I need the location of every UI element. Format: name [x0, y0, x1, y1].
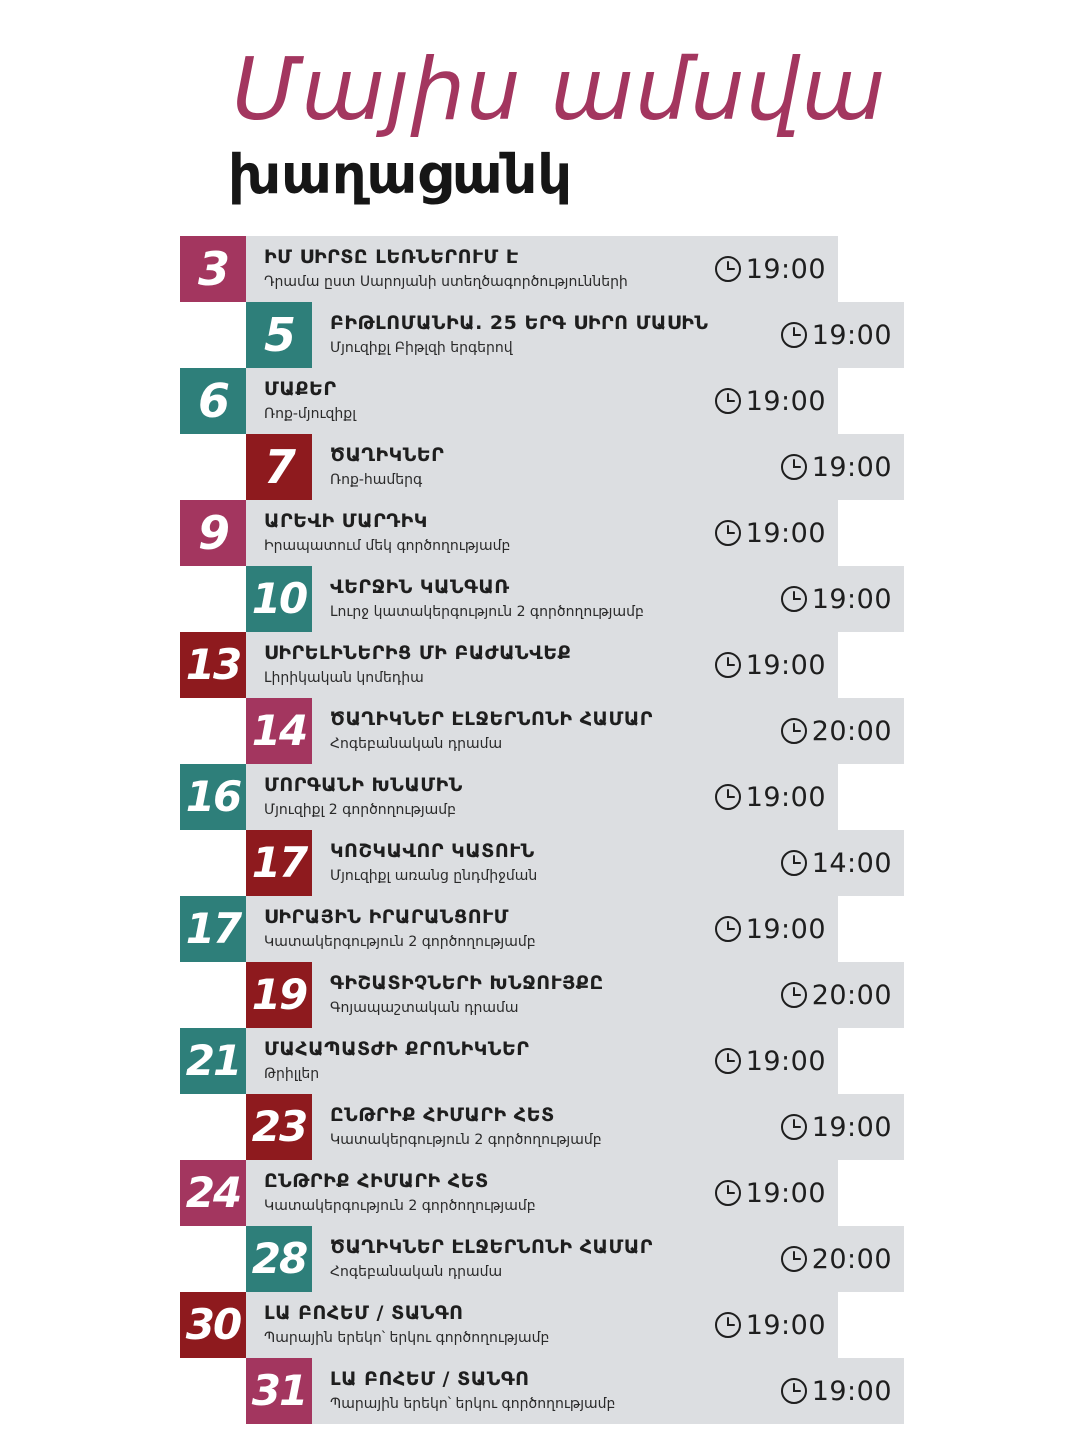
show-title: ՄԱՀԱՊԱՏԺԻ ՔՐՈՆԻԿՆԵՐ	[264, 1038, 530, 1060]
show-title: ԱՐԵՎԻ ՄԱՐԴԻԿ	[264, 510, 428, 532]
day-badge: 7	[246, 434, 312, 500]
day-badge: 3	[180, 236, 246, 302]
clock-icon	[714, 915, 742, 943]
time-text: 19:00	[745, 1309, 826, 1341]
event-panel	[246, 632, 838, 698]
event-panel	[312, 830, 904, 896]
clock-icon	[780, 849, 808, 877]
clock-icon	[780, 1113, 808, 1141]
show-genre: Մյուզիքլ Բիթլզի երգերով	[330, 340, 513, 356]
show-genre: Հոգեբանական դրամա	[330, 736, 503, 752]
show-genre: Մյուզիքլ առանց ընդմիջման	[330, 868, 538, 884]
schedule-row	[180, 236, 838, 302]
schedule-row	[180, 896, 838, 962]
event-panel	[312, 566, 904, 632]
show-time	[714, 764, 826, 830]
show-title: ԼԱ ԲՈՀԵՄ / ՏԱՆԳՈ	[264, 1302, 464, 1324]
show-title: ՍԻՐԵԼԻՆԵՐԻՑ ՄԻ ԲԱԺԱՆՎԵՔ	[264, 642, 572, 664]
event-panel	[246, 1160, 838, 1226]
schedule-row	[180, 764, 838, 830]
time-text: 19:00	[811, 319, 892, 351]
schedule-row	[180, 632, 838, 698]
show-time	[780, 1226, 892, 1292]
schedule-row	[246, 698, 904, 764]
show-time	[714, 1160, 826, 1226]
show-title: ԸՆԹՐԻՔ ՀԻՄԱՐԻ ՀԵՏ	[264, 1170, 489, 1192]
clock-icon	[780, 453, 808, 481]
schedule-row	[180, 1160, 838, 1226]
time-text: 20:00	[811, 1243, 892, 1275]
event-panel	[312, 698, 904, 764]
show-title: ԾԱՂԻԿՆԵՐ ԷԼՋԵՐՆՈՆԻ ՀԱՄԱՐ	[330, 708, 653, 730]
show-time	[714, 632, 826, 698]
show-time	[780, 1358, 892, 1424]
show-title: ՎԵՐՋԻՆ ԿԱՆԳԱՌ	[330, 576, 510, 598]
show-time	[714, 368, 826, 434]
clock-icon	[780, 981, 808, 1009]
page-title: Մայիս ամսվա	[232, 40, 887, 140]
show-genre: Կատակերգություն 2 գործողությամբ	[264, 934, 536, 950]
show-title: ԲԻԹԼՈՄԱՆԻԱ. 25 ԵՐԳ ՍԻՐՈ ՄԱՍԻՆ	[330, 312, 709, 334]
show-time	[714, 1028, 826, 1094]
show-genre: Ռոք-համերգ	[330, 472, 423, 488]
day-badge: 28	[246, 1226, 312, 1292]
show-title: ԿՈՇԿԱՎՈՐ ԿԱՏՈՒՆ	[330, 840, 535, 862]
event-panel	[246, 500, 838, 566]
time-text: 19:00	[745, 913, 826, 945]
schedule-row	[246, 302, 904, 368]
schedule-row	[246, 1358, 904, 1424]
clock-icon	[780, 585, 808, 613]
event-panel	[246, 1028, 838, 1094]
schedule-row	[180, 368, 838, 434]
schedule-row	[180, 1292, 838, 1358]
clock-icon	[780, 1377, 808, 1405]
clock-icon	[714, 783, 742, 811]
schedule-row	[180, 1028, 838, 1094]
day-badge: 13	[180, 632, 246, 698]
clock-icon	[714, 1047, 742, 1075]
show-time	[714, 236, 826, 302]
time-text: 20:00	[811, 715, 892, 747]
show-time	[714, 500, 826, 566]
time-text: 19:00	[745, 253, 826, 285]
day-badge: 30	[180, 1292, 246, 1358]
show-title: ՍԻՐԱՅԻՆ ԻՐԱՐԱՆՑՈՒՄ	[264, 906, 509, 928]
day-badge: 14	[246, 698, 312, 764]
show-genre: Ռոք-մյուզիքլ	[264, 406, 357, 422]
time-text: 19:00	[745, 781, 826, 813]
day-badge: 24	[180, 1160, 246, 1226]
time-text: 19:00	[745, 517, 826, 549]
time-text: 19:00	[745, 385, 826, 417]
show-title: ԾԱՂԻԿՆԵՐ ԷԼՋԵՐՆՈՆԻ ՀԱՄԱՐ	[330, 1236, 653, 1258]
show-title: ԳԻՇԱՏԻՉՆԵՐԻ ԽՆՋՈՒՅՔԸ	[330, 972, 604, 994]
schedule-row	[246, 830, 904, 896]
show-title: ԾԱՂԻԿՆԵՐ	[330, 444, 445, 466]
show-time	[780, 302, 892, 368]
show-title: ԻՄ ՍԻՐՏԸ ԼԵՌՆԵՐՈՒՄ Է	[264, 246, 519, 268]
show-title: ՄՈՐԳԱՆԻ ԽՆԱՄԻՆ	[264, 774, 463, 796]
time-text: 19:00	[811, 583, 892, 615]
show-title: ԸՆԹՐԻՔ ՀԻՄԱՐԻ ՀԵՏ	[330, 1104, 555, 1126]
time-text: 19:00	[745, 649, 826, 681]
show-title: ԼԱ ԲՈՀԵՄ / ՏԱՆԳՈ	[330, 1368, 530, 1390]
show-genre: Դրամա ըստ Սարոյանի ստեղծագործությունների	[264, 274, 628, 290]
show-genre: Պարային երեկո՝ երկու գործողությամբ	[330, 1396, 616, 1412]
time-text: 14:00	[811, 847, 892, 879]
show-genre: Հոգեբանական դրամա	[330, 1264, 503, 1280]
clock-icon	[714, 387, 742, 415]
event-panel	[246, 236, 838, 302]
day-badge: 21	[180, 1028, 246, 1094]
clock-icon	[780, 1245, 808, 1273]
show-genre: Պարային երեկո՝ երկու գործողությամբ	[264, 1330, 550, 1346]
show-time	[714, 896, 826, 962]
clock-icon	[780, 717, 808, 745]
time-text: 19:00	[745, 1177, 826, 1209]
day-badge: 9	[180, 500, 246, 566]
show-genre: Մյուզիքլ 2 գործողությամբ	[264, 802, 457, 818]
show-time	[780, 830, 892, 896]
time-text: 19:00	[811, 451, 892, 483]
event-panel	[246, 368, 838, 434]
day-badge: 23	[246, 1094, 312, 1160]
show-time	[780, 434, 892, 500]
schedule-row	[246, 1094, 904, 1160]
time-text: 19:00	[811, 1111, 892, 1143]
clock-icon	[714, 519, 742, 547]
show-time	[780, 566, 892, 632]
show-time	[780, 962, 892, 1028]
event-panel	[312, 1358, 904, 1424]
day-badge: 10	[246, 566, 312, 632]
day-badge: 17	[180, 896, 246, 962]
clock-icon	[780, 321, 808, 349]
page-subtitle: խաղացանկ	[228, 143, 573, 206]
show-genre: Իրապատում մեկ գործողությամբ	[264, 538, 511, 554]
show-time	[780, 698, 892, 764]
event-panel	[312, 962, 904, 1028]
show-time	[714, 1292, 826, 1358]
schedule-row	[246, 962, 904, 1028]
show-title: ՄԱՔԵՐ	[264, 378, 337, 400]
event-panel	[312, 1226, 904, 1292]
event-panel	[312, 434, 904, 500]
event-panel	[312, 1094, 904, 1160]
event-panel	[246, 764, 838, 830]
show-genre: Լիրիկական կոմեդիա	[264, 670, 424, 686]
time-text: 19:00	[745, 1045, 826, 1077]
clock-icon	[714, 1311, 742, 1339]
day-badge: 6	[180, 368, 246, 434]
event-panel	[312, 302, 904, 368]
time-text: 19:00	[811, 1375, 892, 1407]
time-text: 20:00	[811, 979, 892, 1011]
clock-icon	[714, 651, 742, 679]
schedule-row	[246, 566, 904, 632]
show-time	[780, 1094, 892, 1160]
day-badge: 31	[246, 1358, 312, 1424]
day-badge: 19	[246, 962, 312, 1028]
day-badge: 5	[246, 302, 312, 368]
schedule-row	[246, 434, 904, 500]
event-panel	[246, 1292, 838, 1358]
show-genre: Լուրջ կատակերգություն 2 գործողությամբ	[330, 604, 644, 620]
show-genre: Թրիլլեր	[264, 1066, 320, 1082]
schedule-row	[246, 1226, 904, 1292]
show-genre: Կատակերգություն 2 գործողությամբ	[330, 1132, 602, 1148]
event-panel	[246, 896, 838, 962]
show-genre: Գոյապաշտական դրամա	[330, 1000, 519, 1016]
show-genre: Կատակերգություն 2 գործողությամբ	[264, 1198, 536, 1214]
schedule-row	[180, 500, 838, 566]
clock-icon	[714, 1179, 742, 1207]
day-badge: 16	[180, 764, 246, 830]
clock-icon	[714, 255, 742, 283]
day-badge: 17	[246, 830, 312, 896]
